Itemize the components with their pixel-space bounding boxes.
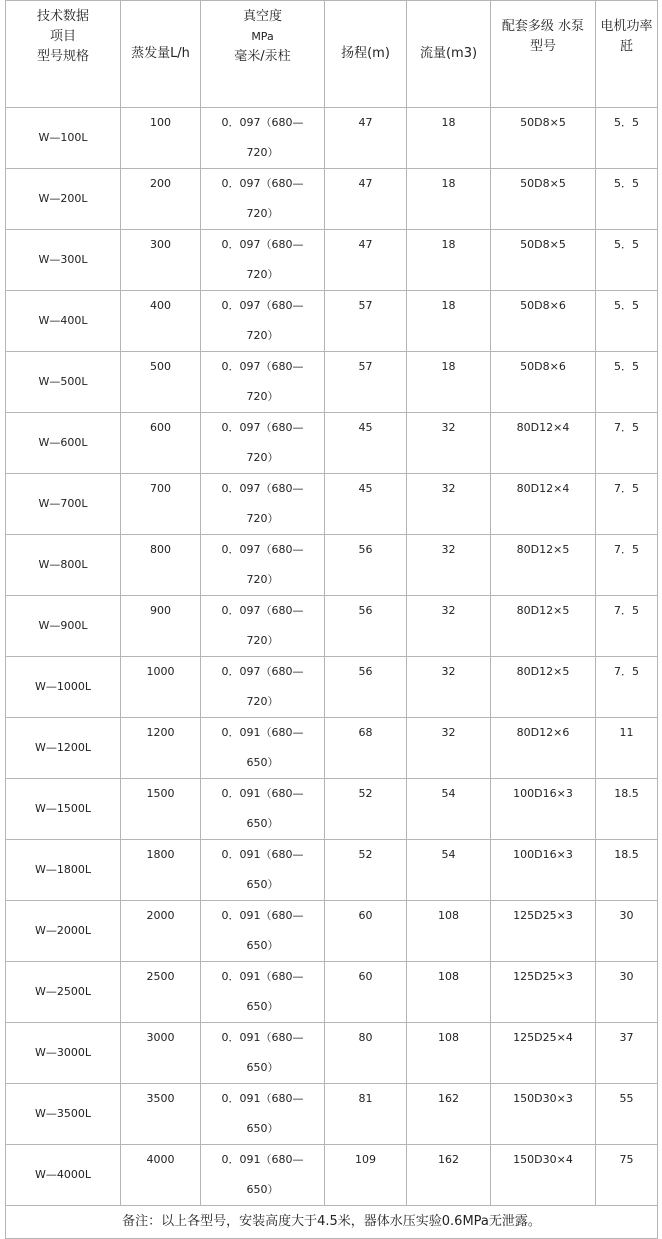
vacuum-line-1: 0．091（680— xyxy=(221,1031,304,1044)
cell-head: 109 xyxy=(325,1145,407,1206)
cell-model: W—300L xyxy=(6,230,121,291)
cell-vacuum xyxy=(201,901,325,962)
cell-pump: 150D30×4 xyxy=(491,1145,596,1206)
cell-vacuum xyxy=(201,291,325,352)
header-vacuum: 真空度 MPa 毫米/汞柱 xyxy=(201,1,325,108)
cell-vacuum xyxy=(201,1084,325,1145)
cell-power: 11 xyxy=(596,718,658,779)
table-row xyxy=(6,291,658,352)
vacuum-line-1: 0．091（680— xyxy=(221,909,304,922)
table-row xyxy=(6,474,658,535)
vacuum-line-2: 720） xyxy=(246,268,279,281)
vacuum-line-2: 650） xyxy=(246,1122,279,1135)
spec-table xyxy=(5,0,658,1239)
cell-flow: 162 xyxy=(407,1084,491,1145)
table-row xyxy=(6,535,658,596)
cell-model: W—600L xyxy=(6,413,121,474)
cell-model: W—1000L xyxy=(6,657,121,718)
table-row xyxy=(6,718,658,779)
cell-head: 57 xyxy=(325,291,407,352)
vacuum-line-2: 650） xyxy=(246,878,279,891)
cell-power: 18.5 xyxy=(596,779,658,840)
cell-model: W—4000L xyxy=(6,1145,121,1206)
cell-evaporation: 3000 xyxy=(121,1023,201,1084)
table-row xyxy=(6,840,658,901)
cell-model: W—3500L xyxy=(6,1084,121,1145)
cell-flow: 32 xyxy=(407,413,491,474)
cell-power: 5．5 xyxy=(596,169,658,230)
cell-flow: 162 xyxy=(407,1145,491,1206)
cell-power: 37 xyxy=(596,1023,658,1084)
cell-evaporation: 100 xyxy=(121,108,201,169)
table-row xyxy=(6,413,658,474)
table-row xyxy=(6,779,658,840)
vacuum-line-1: 0．097（680— xyxy=(221,543,304,556)
cell-evaporation: 3500 xyxy=(121,1084,201,1145)
cell-vacuum xyxy=(201,535,325,596)
cell-vacuum xyxy=(201,779,325,840)
cell-flow: 32 xyxy=(407,535,491,596)
cell-evaporation: 1500 xyxy=(121,779,201,840)
vacuum-line-1: 0．097（680— xyxy=(221,604,304,617)
vacuum-line-1: 0．097（680— xyxy=(221,360,304,373)
cell-flow: 32 xyxy=(407,657,491,718)
header-model: 技术数据 项目 型号规格 xyxy=(6,1,121,108)
footnote-row xyxy=(6,1206,658,1239)
cell-model: W—3000L xyxy=(6,1023,121,1084)
cell-head: 81 xyxy=(325,1084,407,1145)
cell-power: 75 xyxy=(596,1145,658,1206)
cell-power: 30 xyxy=(596,901,658,962)
cell-flow: 54 xyxy=(407,779,491,840)
cell-vacuum xyxy=(201,474,325,535)
footnote: 备注：以上各型号，安装高度大于4.5米，器体水压实验0.6MPa无泄露。 xyxy=(6,1206,658,1239)
cell-flow: 54 xyxy=(407,840,491,901)
cell-model: W—700L xyxy=(6,474,121,535)
cell-pump: 80D12×4 xyxy=(491,413,596,474)
cell-model: W—400L xyxy=(6,291,121,352)
cell-flow: 32 xyxy=(407,596,491,657)
vacuum-line-2: 720） xyxy=(246,512,279,525)
cell-power: 7．5 xyxy=(596,413,658,474)
cell-model: W—500L xyxy=(6,352,121,413)
vacuum-line-1: 0．091（680— xyxy=(221,1153,304,1166)
cell-pump: 125D25×4 xyxy=(491,1023,596,1084)
cell-flow: 108 xyxy=(407,1023,491,1084)
cell-vacuum xyxy=(201,1023,325,1084)
vacuum-line-1: 0．091（680— xyxy=(221,970,304,983)
cell-head: 57 xyxy=(325,352,407,413)
cell-evaporation: 4000 xyxy=(121,1145,201,1206)
cell-head: 56 xyxy=(325,596,407,657)
cell-pump: 50D8×6 xyxy=(491,291,596,352)
cell-pump: 125D25×3 xyxy=(491,901,596,962)
cell-pump: 100D16×3 xyxy=(491,840,596,901)
cell-flow: 108 xyxy=(407,962,491,1023)
cell-pump: 80D12×6 xyxy=(491,718,596,779)
cell-evaporation: 700 xyxy=(121,474,201,535)
cell-head: 56 xyxy=(325,657,407,718)
vacuum-line-2: 650） xyxy=(246,1000,279,1013)
vacuum-line-2: 720） xyxy=(246,634,279,647)
vacuum-line-1: 0．097（680— xyxy=(221,482,304,495)
cell-flow: 18 xyxy=(407,169,491,230)
vacuum-line-2: 720） xyxy=(246,695,279,708)
vacuum-line-2: 720） xyxy=(246,451,279,464)
cell-power: 5．5 xyxy=(596,108,658,169)
vacuum-line-2: 650） xyxy=(246,756,279,769)
cell-flow: 32 xyxy=(407,718,491,779)
vacuum-line-2: 650） xyxy=(246,939,279,952)
cell-model: W—1500L xyxy=(6,779,121,840)
cell-head: 52 xyxy=(325,779,407,840)
table-row xyxy=(6,901,658,962)
cell-vacuum xyxy=(201,169,325,230)
cell-evaporation: 800 xyxy=(121,535,201,596)
cell-vacuum xyxy=(201,962,325,1023)
cell-head: 45 xyxy=(325,474,407,535)
cell-flow: 18 xyxy=(407,108,491,169)
header-head: 扬程(m) xyxy=(325,1,407,108)
cell-pump: 80D12×5 xyxy=(491,535,596,596)
vacuum-line-2: 720） xyxy=(246,390,279,403)
vacuum-line-2: 650） xyxy=(246,1183,279,1196)
header-pump: 配套多级 水泵 型号 xyxy=(491,1,596,108)
cell-head: 52 xyxy=(325,840,407,901)
table-row xyxy=(6,657,658,718)
cell-power: 55 xyxy=(596,1084,658,1145)
vacuum-line-2: 650） xyxy=(246,817,279,830)
cell-head: 47 xyxy=(325,169,407,230)
cell-head: 47 xyxy=(325,108,407,169)
cell-pump: 50D8×6 xyxy=(491,352,596,413)
cell-flow: 32 xyxy=(407,474,491,535)
vacuum-line-2: 720） xyxy=(246,146,279,159)
vacuum-line-2: 720） xyxy=(246,207,279,220)
vacuum-line-2: 720） xyxy=(246,573,279,586)
vacuum-line-1: 0．097（680— xyxy=(221,299,304,312)
cell-evaporation: 1200 xyxy=(121,718,201,779)
table-row xyxy=(6,1023,658,1084)
cell-model: W—2000L xyxy=(6,901,121,962)
cell-power: 5．5 xyxy=(596,230,658,291)
vacuum-line-1: 0．097（680— xyxy=(221,116,304,129)
cell-vacuum xyxy=(201,596,325,657)
vacuum-line-1: 0．097（680— xyxy=(221,177,304,190)
header-evaporation: 蒸发量L/h xyxy=(121,1,201,108)
cell-power: 18.5 xyxy=(596,840,658,901)
cell-head: 80 xyxy=(325,1023,407,1084)
table-row xyxy=(6,1084,658,1145)
spec-table-container xyxy=(5,0,658,1239)
cell-vacuum xyxy=(201,108,325,169)
table-row xyxy=(6,1145,658,1206)
cell-vacuum xyxy=(201,230,325,291)
cell-head: 45 xyxy=(325,413,407,474)
cell-evaporation: 1800 xyxy=(121,840,201,901)
cell-flow: 18 xyxy=(407,352,491,413)
header-flow: 流量(m3) xyxy=(407,1,491,108)
cell-power: 7．5 xyxy=(596,535,658,596)
table-row xyxy=(6,108,658,169)
cell-head: 60 xyxy=(325,962,407,1023)
cell-vacuum xyxy=(201,1145,325,1206)
cell-evaporation: 900 xyxy=(121,596,201,657)
cell-evaporation: 200 xyxy=(121,169,201,230)
table-row xyxy=(6,230,658,291)
cell-pump: 80D12×5 xyxy=(491,596,596,657)
cell-model: W—200L xyxy=(6,169,121,230)
cell-vacuum xyxy=(201,413,325,474)
vacuum-line-1: 0．097（680— xyxy=(221,665,304,678)
cell-head: 60 xyxy=(325,901,407,962)
cell-model: W—100L xyxy=(6,108,121,169)
vacuum-line-2: 720） xyxy=(246,329,279,342)
vacuum-line-1: 0．097（680— xyxy=(221,238,304,251)
header-row xyxy=(6,1,658,108)
cell-pump: 80D12×5 xyxy=(491,657,596,718)
cell-model: W—2500L xyxy=(6,962,121,1023)
cell-power: 5．5 xyxy=(596,291,658,352)
table-row xyxy=(6,596,658,657)
header-power: 电机功率 瓩 xyxy=(596,1,658,108)
cell-pump: 100D16×3 xyxy=(491,779,596,840)
cell-power: 7．5 xyxy=(596,657,658,718)
cell-pump: 50D8×5 xyxy=(491,108,596,169)
vacuum-line-1: 0．091（680— xyxy=(221,1092,304,1105)
cell-pump: 50D8×5 xyxy=(491,169,596,230)
cell-head: 47 xyxy=(325,230,407,291)
table-header xyxy=(6,1,658,108)
cell-vacuum xyxy=(201,840,325,901)
table-body xyxy=(6,108,658,1206)
cell-flow: 18 xyxy=(407,230,491,291)
cell-head: 56 xyxy=(325,535,407,596)
cell-pump: 125D25×3 xyxy=(491,962,596,1023)
cell-evaporation: 2000 xyxy=(121,901,201,962)
vacuum-line-1: 0．091（680— xyxy=(221,848,304,861)
cell-evaporation: 1000 xyxy=(121,657,201,718)
cell-flow: 18 xyxy=(407,291,491,352)
cell-power: 30 xyxy=(596,962,658,1023)
cell-vacuum xyxy=(201,352,325,413)
cell-power: 7．5 xyxy=(596,596,658,657)
vacuum-line-1: 0．091（680— xyxy=(221,726,304,739)
cell-head: 68 xyxy=(325,718,407,779)
cell-model: W—1200L xyxy=(6,718,121,779)
cell-evaporation: 500 xyxy=(121,352,201,413)
vacuum-line-1: 0．097（680— xyxy=(221,421,304,434)
cell-power: 5．5 xyxy=(596,352,658,413)
cell-evaporation: 2500 xyxy=(121,962,201,1023)
cell-evaporation: 600 xyxy=(121,413,201,474)
vacuum-line-2: 650） xyxy=(246,1061,279,1074)
cell-flow: 108 xyxy=(407,901,491,962)
cell-pump: 50D8×5 xyxy=(491,230,596,291)
cell-pump: 80D12×4 xyxy=(491,474,596,535)
cell-vacuum xyxy=(201,718,325,779)
table-footer xyxy=(6,1206,658,1239)
table-row xyxy=(6,352,658,413)
cell-vacuum xyxy=(201,657,325,718)
table-row xyxy=(6,962,658,1023)
cell-model: W—800L xyxy=(6,535,121,596)
cell-evaporation: 300 xyxy=(121,230,201,291)
table-row xyxy=(6,169,658,230)
cell-model: W—900L xyxy=(6,596,121,657)
cell-model: W—1800L xyxy=(6,840,121,901)
cell-power: 7．5 xyxy=(596,474,658,535)
vacuum-line-1: 0．091（680— xyxy=(221,787,304,800)
cell-pump: 150D30×3 xyxy=(491,1084,596,1145)
cell-evaporation: 400 xyxy=(121,291,201,352)
